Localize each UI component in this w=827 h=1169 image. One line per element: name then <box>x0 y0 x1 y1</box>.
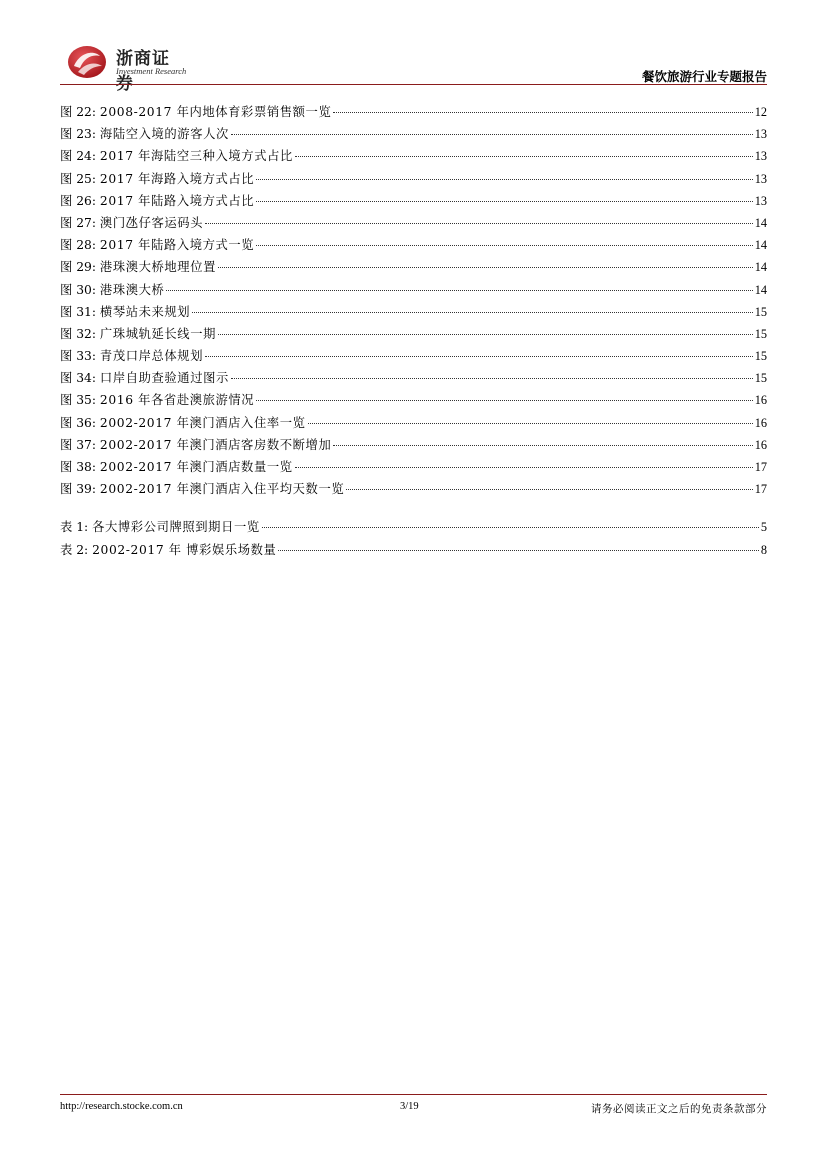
toc-entry-page: 15 <box>754 326 767 341</box>
toc-entry[interactable] <box>60 234 767 256</box>
toc-entry[interactable] <box>60 145 767 167</box>
toc-entry[interactable] <box>60 345 767 367</box>
toc-entry-title: 广珠城轨延长线一期 <box>99 326 216 341</box>
toc-entry-number: 图 37: <box>60 437 96 452</box>
toc-entry[interactable] <box>60 190 767 212</box>
toc-entry-page: 15 <box>754 371 767 386</box>
report-title: 餐饮旅游行业专题报告 <box>641 69 767 84</box>
toc-entry-page: 14 <box>754 238 767 253</box>
page-number: 3/19 <box>400 1101 419 1112</box>
toc-entry-number: 图 35: <box>60 393 96 408</box>
toc-entry[interactable] <box>60 516 767 538</box>
toc-entry-number: 图 25: <box>60 171 96 186</box>
toc-entry-title: 澳门氹仔客运码头 <box>99 215 204 230</box>
toc-entry-page: 13 <box>754 171 767 186</box>
toc-entry-title: 2017 年海陆空三种入境方式占比 <box>99 149 293 164</box>
toc-entry-title: 2017 年陆路入境方式占比 <box>99 193 255 208</box>
toc-entry-page: 8 <box>760 542 767 557</box>
toc-entry-title: 港珠澳大桥 <box>99 282 165 297</box>
toc-entry[interactable] <box>60 367 767 389</box>
toc-entry-number: 图 31: <box>60 304 96 319</box>
toc-entry-title: 2002-2017 年 博彩娱乐场数量 <box>92 542 277 557</box>
toc-dot-leader <box>231 378 753 379</box>
toc-dot-leader <box>166 290 752 291</box>
toc-entry[interactable] <box>60 101 767 123</box>
toc-entry-number: 图 38: <box>60 460 96 474</box>
toc-entry[interactable] <box>60 539 767 561</box>
toc-entry-number: 图 27: <box>60 215 96 230</box>
page-footer <box>60 1094 767 1124</box>
toc-dot-leader <box>346 489 752 490</box>
toc-entry-number: 图 32: <box>60 326 96 341</box>
toc-entry[interactable] <box>60 301 767 323</box>
toc-dot-leader <box>218 267 753 268</box>
toc-entry-title: 横琴站未来规划 <box>99 304 191 319</box>
toc-entry-page: 16 <box>754 437 767 452</box>
toc-entry-title: 2002-2017 年澳门酒店入住率一览 <box>99 415 306 430</box>
toc-entry-title: 2002-2017 年澳门酒店数量一览 <box>99 460 293 474</box>
toc-entry-title: 2008-2017 年内地体育彩票销售额一览 <box>99 105 332 119</box>
toc-entry-title: 各大博彩公司牌照到期日一览 <box>92 520 260 535</box>
toc-entry[interactable] <box>60 456 767 478</box>
toc-entry-title: 2017 年陆路入境方式一览 <box>99 238 255 253</box>
toc-entry-number: 图 29: <box>60 260 96 275</box>
toc-entry-number: 图 34: <box>60 371 96 386</box>
toc-entry-title: 2017 年海路入境方式占比 <box>99 171 255 186</box>
toc-entry-page: 13 <box>754 149 767 164</box>
toc-entry[interactable] <box>60 279 767 301</box>
toc-entry-page: 14 <box>754 215 767 230</box>
toc-entry-title: 2002-2017 年澳门酒店客房数不断增加 <box>99 437 332 452</box>
toc-entry[interactable] <box>60 256 767 278</box>
toc-entry-number: 图 26: <box>60 193 96 208</box>
toc-entry-number: 图 22: <box>60 105 96 119</box>
toc-entry-page: 15 <box>754 304 767 319</box>
toc-dot-leader <box>205 223 753 224</box>
toc-entry-page: 5 <box>760 520 767 535</box>
page-header <box>60 40 767 94</box>
toc-entry-number: 图 28: <box>60 238 96 253</box>
toc-entry-page: 12 <box>754 105 767 119</box>
toc-entry-title: 港珠澳大桥地理位置 <box>99 260 216 275</box>
toc-dot-leader <box>256 179 753 180</box>
toc-entry-page: 14 <box>754 260 767 275</box>
toc-entry-number: 图 39: <box>60 482 96 497</box>
list-gap <box>60 500 767 516</box>
toc-entry[interactable] <box>60 123 767 145</box>
table-of-contents <box>60 101 767 561</box>
disclaimer-note: 请务必阅读正文之后的免责条款部分 <box>591 1103 767 1115</box>
toc-entry-number: 图 24: <box>60 149 96 164</box>
toc-entry-title: 海陆空入境的游客人次 <box>99 127 229 142</box>
toc-entry-title: 青茂口岸总体规划 <box>99 349 204 364</box>
figure-list <box>60 101 767 500</box>
toc-dot-leader <box>192 312 753 313</box>
toc-entry[interactable] <box>60 212 767 234</box>
toc-dot-leader <box>256 245 753 246</box>
toc-entry-page: 14 <box>754 282 767 297</box>
toc-entry[interactable] <box>60 478 767 500</box>
footer-divider <box>60 1094 767 1095</box>
toc-dot-leader <box>262 527 759 528</box>
toc-dot-leader <box>333 445 752 446</box>
toc-entry-page: 16 <box>754 415 767 430</box>
toc-entry-number: 图 30: <box>60 282 96 297</box>
toc-dot-leader <box>256 400 753 401</box>
toc-dot-leader <box>278 550 758 551</box>
toc-entry-title: 口岸自助查验通过图示 <box>99 371 229 386</box>
logo-chinese-name: 浙商证券 <box>116 49 170 94</box>
toc-entry-number: 图 23: <box>60 127 96 142</box>
footer-url[interactable]: http://research.stocke.com.cn <box>60 1101 183 1112</box>
toc-entry-page: 15 <box>754 349 767 364</box>
toc-entry-number: 图 36: <box>60 415 96 430</box>
toc-dot-leader <box>205 356 753 357</box>
toc-entry[interactable] <box>60 323 767 345</box>
company-logo <box>66 40 187 94</box>
toc-entry-number: 表 2: <box>60 542 89 557</box>
toc-entry-page: 13 <box>754 127 767 142</box>
header-divider <box>60 84 767 85</box>
toc-entry[interactable] <box>60 434 767 456</box>
table-list <box>60 516 767 560</box>
toc-entry-page: 13 <box>754 193 767 208</box>
toc-dot-leader <box>231 134 753 135</box>
toc-dot-leader <box>256 201 753 202</box>
logo-mark-icon <box>66 42 108 80</box>
toc-entry-title: 2002-2017 年澳门酒店入住平均天数一览 <box>99 482 345 497</box>
toc-entry-page: 17 <box>754 460 767 474</box>
toc-entry-page: 17 <box>754 482 767 497</box>
toc-entry[interactable] <box>60 168 767 190</box>
toc-entry-page: 16 <box>754 393 767 408</box>
toc-dot-leader <box>295 467 753 468</box>
logo-english-name: Investment Research <box>116 66 187 76</box>
toc-dot-leader <box>333 112 752 113</box>
toc-dot-leader <box>218 334 753 335</box>
toc-entry-title: 2016 年各省赴澳旅游情况 <box>99 393 255 408</box>
toc-entry-number: 表 1: <box>60 520 89 535</box>
toc-dot-leader <box>295 156 753 157</box>
toc-entry-number: 图 33: <box>60 349 96 364</box>
toc-entry[interactable] <box>60 389 767 411</box>
toc-dot-leader <box>308 423 753 424</box>
toc-entry[interactable] <box>60 412 767 434</box>
